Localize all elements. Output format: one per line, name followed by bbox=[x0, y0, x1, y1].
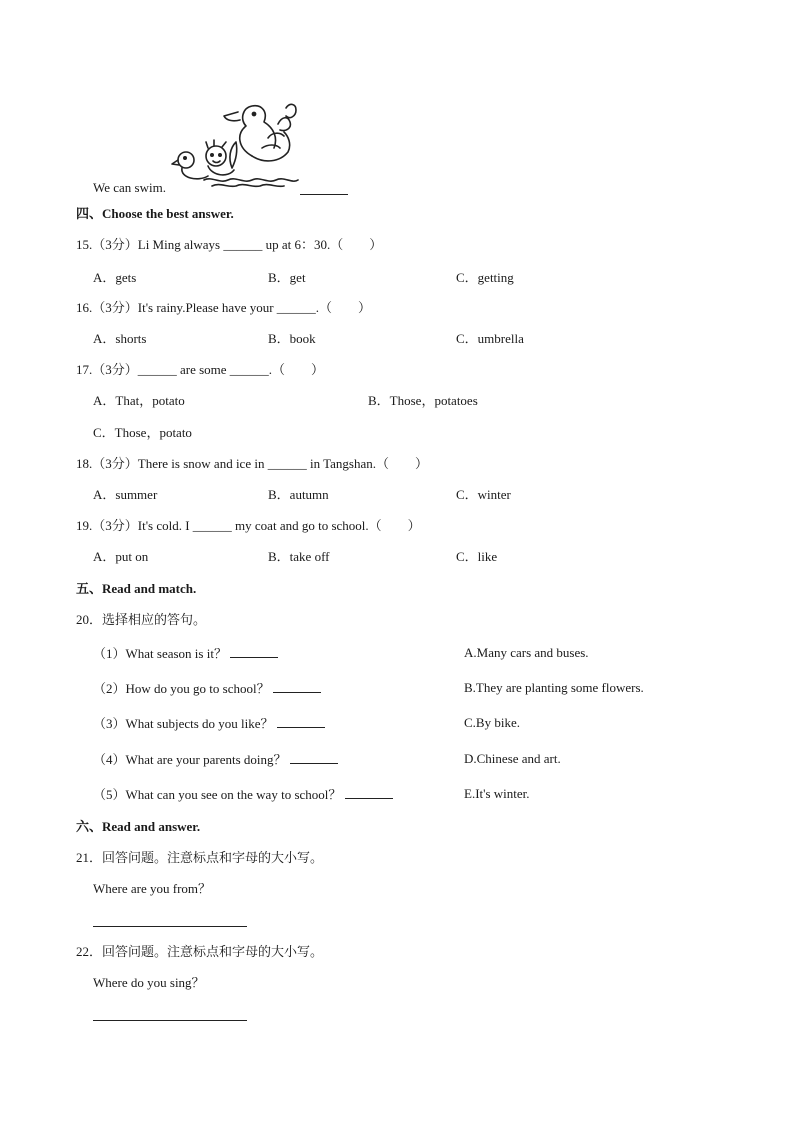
question-21-prompt: Where are you from？ bbox=[93, 881, 212, 896]
question-15-option-a[interactable]: A．gets bbox=[93, 270, 137, 285]
match-blank-5[interactable] bbox=[345, 786, 393, 799]
ducks-swimming-illustration bbox=[168, 98, 300, 190]
match-answer-a: A.Many cars and buses. bbox=[464, 645, 589, 660]
match-question-5: （5）What can you see on the way to school？ bbox=[93, 786, 393, 803]
question-16-option-b[interactable]: B．book bbox=[268, 331, 316, 346]
match-blank-1[interactable] bbox=[230, 645, 278, 658]
match-blank-2[interactable] bbox=[273, 680, 321, 693]
question-17-stem: 17.（3分）______ are some ______.（ ） bbox=[76, 362, 325, 377]
question-15-stem: 15.（3分）Li Ming always ______ up at 6：30.（ ） bbox=[76, 237, 383, 252]
question-21-stem: 21．回答问题。注意标点和字母的大小写。 bbox=[76, 850, 324, 865]
question-22-stem: 22．回答问题。注意标点和字母的大小写。 bbox=[76, 944, 324, 959]
question-22-prompt: Where do you sing？ bbox=[93, 975, 205, 990]
match-blank-4[interactable] bbox=[290, 751, 338, 764]
section-five-heading: 五、Read and match. bbox=[76, 581, 197, 596]
section-six-heading: 六、Read and answer. bbox=[76, 819, 201, 834]
question-19-option-a[interactable]: A．put on bbox=[93, 549, 149, 564]
question-21-answer-line[interactable] bbox=[93, 926, 247, 927]
match-answer-b: B.They are planting some flowers. bbox=[464, 680, 644, 695]
question-17-option-b[interactable]: B．Those，potatoes bbox=[368, 393, 478, 408]
question-19-stem: 19.（3分）It's cold. I ______ my coat and go to school.（ ） bbox=[76, 518, 421, 533]
section-four-heading: 四、Choose the best answer. bbox=[76, 206, 234, 221]
match-question-1: （1）What season is it？ bbox=[93, 645, 278, 662]
question-20-stem: 20．选择相应的答句。 bbox=[76, 612, 207, 627]
question-15-option-b[interactable]: B．get bbox=[268, 270, 306, 285]
question-15-option-c[interactable]: C．getting bbox=[456, 270, 514, 285]
question-18-option-a[interactable]: A．summer bbox=[93, 487, 158, 502]
question-18-stem: 18.（3分）There is snow and ice in ______ in Tangshan.（ ） bbox=[76, 456, 428, 471]
question-18-option-c[interactable]: C．winter bbox=[456, 487, 511, 502]
question-22-answer-line[interactable] bbox=[93, 1020, 247, 1021]
match-question-3: （3）What subjects do you like？ bbox=[93, 715, 325, 732]
question-19-option-b[interactable]: B．take off bbox=[268, 549, 330, 564]
image-caption: We can swim. bbox=[93, 180, 166, 195]
question-19-option-c[interactable]: C．like bbox=[456, 549, 498, 564]
match-question-2: （2）How do you go to school？ bbox=[93, 680, 321, 697]
match-answer-d: D.Chinese and art. bbox=[464, 751, 561, 766]
match-answer-e: E.It's winter. bbox=[464, 786, 530, 801]
question-17-option-a[interactable]: A．That，potato bbox=[93, 393, 185, 408]
match-blank-3[interactable] bbox=[277, 715, 325, 728]
question-17-option-c[interactable]: C．Those，potato bbox=[93, 425, 192, 440]
question-16-option-a[interactable]: A．shorts bbox=[93, 331, 147, 346]
question-18-option-b[interactable]: B．autumn bbox=[268, 487, 329, 502]
answer-blank-line[interactable] bbox=[300, 194, 348, 195]
question-16-option-c[interactable]: C．umbrella bbox=[456, 331, 524, 346]
question-16-stem: 16.（3分）It's rainy.Please have your ______.（ ） bbox=[76, 300, 372, 315]
match-answer-c: C.By bike. bbox=[464, 715, 520, 730]
match-question-4: （4）What are your parents doing？ bbox=[93, 751, 338, 768]
